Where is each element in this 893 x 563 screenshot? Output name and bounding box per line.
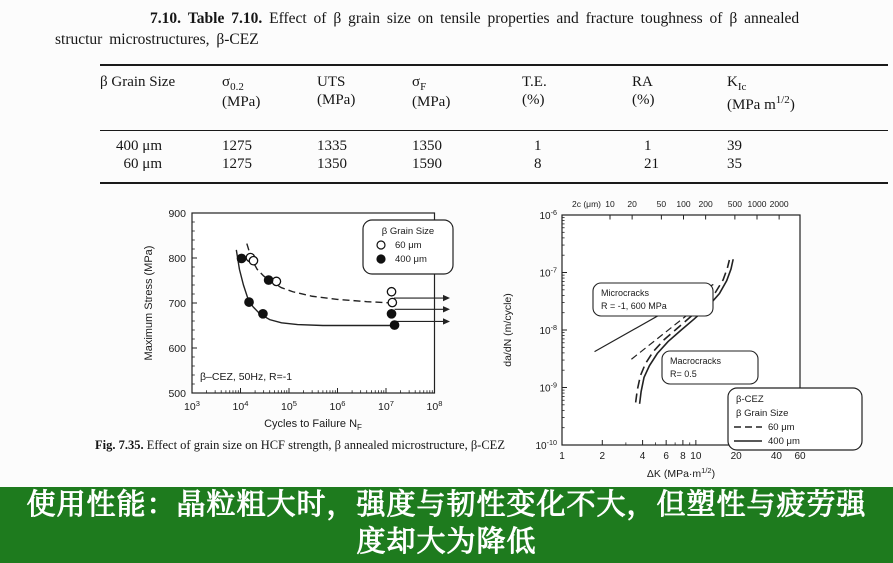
header-te: T.E. (%)	[522, 65, 632, 131]
macrocracks-label	[662, 351, 758, 384]
svg-text:20: 20	[730, 451, 742, 462]
svg-text:10: 10	[690, 451, 702, 462]
section-number: 7.10.	[150, 10, 181, 27]
svg-text:600: 600	[168, 342, 186, 355]
cell-grain: 60 μm	[123, 156, 162, 172]
svg-text:2000: 2000	[769, 199, 789, 209]
x-axis-title: ΔK $(MPa\cdot m^{1/2})$	[646, 466, 716, 480]
svg-text:900: 900	[168, 207, 186, 220]
header-ra: RA (%)	[632, 65, 727, 131]
top-axis-title: 2c (μm)	[572, 199, 601, 209]
cell-uts: 1335	[317, 138, 347, 154]
header-sigma02: $\sigma_{0.2}$ (MPa)	[222, 65, 317, 131]
header-kic: $K_{Ic}$ (MPa $m^{1/2}$)	[727, 65, 888, 131]
cell-uts: 1350	[317, 156, 347, 172]
microcracks-label	[593, 283, 713, 316]
svg-text:106: $10^6$	[329, 399, 346, 413]
x-axis-title: Cycles to Failure $N_F$	[264, 418, 362, 432]
legend	[728, 388, 862, 450]
banner	[0, 487, 893, 563]
cell-kic: 39	[727, 138, 742, 154]
header-sigmaF: $\sigma_F$ (MPa)	[412, 65, 522, 131]
table-row	[100, 131, 888, 156]
svg-text:8: 8	[680, 451, 686, 462]
svg-text:6: 6	[663, 451, 669, 462]
svg-text:105: $10^5$	[281, 399, 297, 413]
banner-line1: 使用性能：晶粒粗大时，强度与韧性变化不大，但塑性与疲劳强	[26, 489, 867, 521]
svg-text:Macrocracks: Macrocracks	[670, 356, 722, 366]
test-conditions-annotation: β–CEZ, 50Hz, R=-1	[200, 371, 293, 383]
svg-text:β Grain Size: β Grain Size	[381, 226, 435, 237]
table-label: Table 7.10.	[187, 10, 263, 27]
svg-text:R= 0.5: R= 0.5	[670, 369, 697, 379]
svg-text:2: 2	[599, 451, 606, 462]
svg-text:200: 200	[698, 199, 713, 209]
cell-sigma02: 1275	[222, 138, 252, 154]
svg-text:4: 4	[639, 451, 646, 462]
svg-text:108: $10^8$	[426, 399, 443, 413]
svg-text:60 μm: 60 μm	[395, 240, 422, 251]
heading-text: Effect of β grain size on tensile properties and fracture toughness of β annealed	[262, 10, 800, 27]
svg-text:10-7: $10^{-7}$	[539, 265, 557, 280]
y-axis-title: Maximum Stress (MPa)	[143, 245, 155, 361]
cell-grain: 400 μm	[116, 138, 162, 154]
svg-text:500: 500	[727, 199, 742, 209]
legend	[363, 220, 453, 274]
section-heading	[55, 8, 887, 50]
cell-sigma02: 1275	[222, 156, 252, 172]
svg-text:10-8: $10^{-8}$	[539, 323, 557, 337]
svg-text:β Grain Size: β Grain Size	[736, 408, 789, 419]
cell-ra: 21	[644, 156, 659, 172]
svg-text:60 μm: 60 μm	[768, 422, 795, 433]
svg-text:10-10: $10^{-10}$	[535, 438, 557, 452]
svg-text:10-9: $10^{-9}$	[539, 380, 557, 395]
figure-caption: Fig. 7.35. Effect of grain size on HCF strength, β annealed microstructure, β-CEZ	[95, 438, 505, 452]
table-header-row	[100, 65, 888, 131]
header-uts: UTS (MPa)	[317, 65, 412, 131]
svg-text:β-CEZ: β-CEZ	[736, 394, 764, 405]
svg-text:R = -1, 600 MPa: R = -1, 600 MPa	[601, 301, 667, 311]
svg-text:50: 50	[656, 199, 667, 209]
svg-text:100: 100	[676, 199, 691, 209]
svg-text:400 μm: 400 μm	[768, 436, 800, 447]
heading-line2: structur microstructures, β-CEZ	[55, 31, 259, 48]
cell-te: 8	[534, 156, 542, 172]
cell-ra: 1	[644, 138, 652, 154]
svg-text:104: $10^4$	[232, 399, 249, 413]
svg-text:20: 20	[627, 199, 637, 209]
banner-line2: 度却大为降低	[356, 526, 537, 558]
svg-text:107: $10^7$	[378, 399, 394, 413]
svg-text:800: 800	[168, 252, 186, 265]
cell-kic: 35	[727, 156, 742, 172]
properties-table	[100, 64, 888, 184]
svg-text:1000: 1000	[747, 199, 767, 209]
header-grain-size: β Grain Size	[100, 65, 222, 131]
cell-sigmaF: 1590	[412, 156, 442, 172]
svg-text:Microcracks: Microcracks	[601, 288, 650, 298]
svg-text:60: 60	[794, 451, 806, 462]
svg-text:400 μm: 400 μm	[395, 254, 427, 265]
cell-sigmaF: 1350	[412, 138, 442, 154]
svg-text:10: 10	[605, 199, 615, 209]
svg-text:40: 40	[770, 451, 783, 462]
crack-growth-chart	[495, 193, 893, 485]
heading-line1	[55, 8, 887, 29]
svg-text:103: $10^3$	[184, 399, 200, 413]
y-axis-title: da/dN (m/cycle)	[502, 293, 514, 367]
svg-text:700: 700	[168, 297, 186, 310]
cell-te: 1	[534, 138, 542, 154]
svg-text:10-6: $10^{-6}$	[539, 208, 557, 222]
hcf-sn-curve-chart	[100, 198, 485, 440]
svg-text:500: 500	[168, 387, 186, 400]
svg-text:1: 1	[559, 451, 565, 462]
table-row	[100, 155, 888, 183]
